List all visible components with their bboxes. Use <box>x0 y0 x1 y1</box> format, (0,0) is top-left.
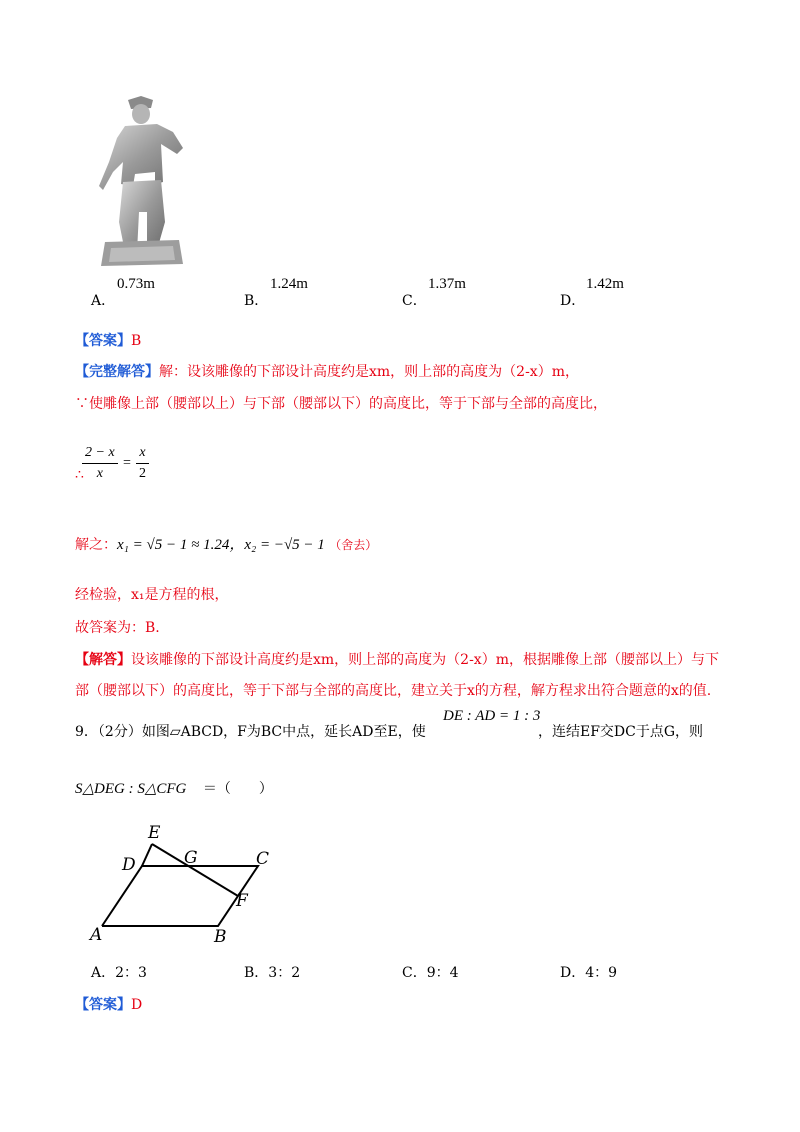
option-letter: C． <box>402 965 427 981</box>
q8-option-a[interactable] <box>91 290 115 310</box>
answer-value: B <box>131 333 142 349</box>
option-letter: B． <box>244 965 269 981</box>
q9-option-a[interactable] <box>91 962 147 982</box>
option-value: 4：9 <box>585 965 618 981</box>
equation-rhs-fraction <box>136 443 149 484</box>
q9-stem-part2: ，连结EF交DC于点G，则 <box>538 724 704 740</box>
solve-note: （舍去） <box>329 538 378 552</box>
parallelogram-figure <box>88 820 298 945</box>
q8-conclusion: 故答案为：B. <box>75 620 160 636</box>
q9-option-c[interactable] <box>402 962 459 982</box>
q8-solve-line <box>75 533 377 554</box>
parallelogram-outline <box>102 866 258 926</box>
q9-option-b[interactable] <box>244 962 300 982</box>
q8-option-b[interactable] <box>244 290 268 310</box>
rhs-numerator: x <box>136 443 149 464</box>
label-e: E <box>148 823 161 843</box>
option-value: 2：3 <box>115 965 147 981</box>
q8-check-line: 经检验，x₁是方程的根， <box>75 587 229 603</box>
option-value: 3：2 <box>268 965 301 981</box>
q8-equation: $\frac{2 - x}{x}$ = $\frac{x}{2}$ <box>82 443 149 484</box>
option-letter: C． <box>402 293 427 309</box>
solve-prefix: 解之： <box>75 537 117 553</box>
lhs-denominator: x <box>96 466 103 481</box>
option-letter: D． <box>560 293 586 309</box>
answer-tag: 【答案】 <box>75 997 131 1013</box>
label-a: A <box>90 925 103 945</box>
therefore-symbol: ∴ <box>75 467 84 483</box>
q8-explain-line2: 部（腰部以下）的高度比，等于下部与全部的高度比，建立关于x的方程，解方程求出符合题意的x的值. <box>75 683 712 699</box>
q9-stem-ratio: DE : AD = 1 : 3 <box>443 708 541 724</box>
label-b: B <box>214 927 227 945</box>
statue-image <box>95 92 190 267</box>
q9-option-d[interactable] <box>560 962 617 982</box>
q9-answer-line <box>75 994 142 1014</box>
full-solution-text: 解：设该雕像的下部设计高度约是xm，则上部的高度为（2-x）m， <box>159 364 579 380</box>
option-letter: B． <box>244 293 269 309</box>
answer-blank: ＝（ ） <box>202 781 273 797</box>
q9-area-ratio-line <box>75 778 273 798</box>
label-d: D <box>122 855 136 875</box>
answer-value: D <box>131 997 143 1013</box>
label-f: F <box>236 891 248 911</box>
option-letter: A． <box>91 293 116 309</box>
q8-explain-line1 <box>75 649 719 669</box>
q8-option-c[interactable] <box>402 290 427 310</box>
q8-option-d[interactable] <box>560 290 585 310</box>
q8-answer-line <box>75 330 141 350</box>
answer-tag: 【答案】 <box>75 333 131 349</box>
solve-math: x₁ = √5 − 1 ≈ 1.24，x₂ = −√5 − 1 <box>117 537 325 553</box>
label-c: C <box>256 849 270 869</box>
q9-stem-part1: 9．（2分）如图▱ABCD，F为BC中点，延长AD至E，使 <box>75 724 426 740</box>
q8-option-c-value: 1.37m <box>428 276 466 292</box>
q8-option-a-value: 0.73m <box>117 276 155 292</box>
explain-tag: 【解答】 <box>75 652 131 668</box>
lhs-numerator: 2 − x <box>82 443 118 464</box>
q8-option-d-value: 1.42m <box>586 276 624 292</box>
q8-full-solution-line2: ∵使雕像上部（腰部以上）与下部（腰部以下）的高度比，等于下部与全部的高度比， <box>75 396 607 412</box>
label-g: G <box>184 848 198 868</box>
rhs-denominator: 2 <box>139 466 147 481</box>
q8-full-solution-line1 <box>75 361 579 381</box>
option-value: 9：4 <box>426 965 459 981</box>
q8-option-b-value: 1.24m <box>270 276 308 292</box>
explain-text: 设该雕像的下部设计高度约是xm，则上部的高度为（2-x）m，根据雕像上部（腰部以上）与下 <box>131 652 719 668</box>
option-letter: D． <box>560 965 586 981</box>
option-letter: A． <box>91 965 116 981</box>
area-ratio: S△DEG : S△CFG <box>75 781 187 797</box>
equation-lhs-fraction <box>82 443 118 484</box>
full-solution-tag: 【完整解答】 <box>75 364 159 380</box>
segment-de <box>142 844 152 866</box>
